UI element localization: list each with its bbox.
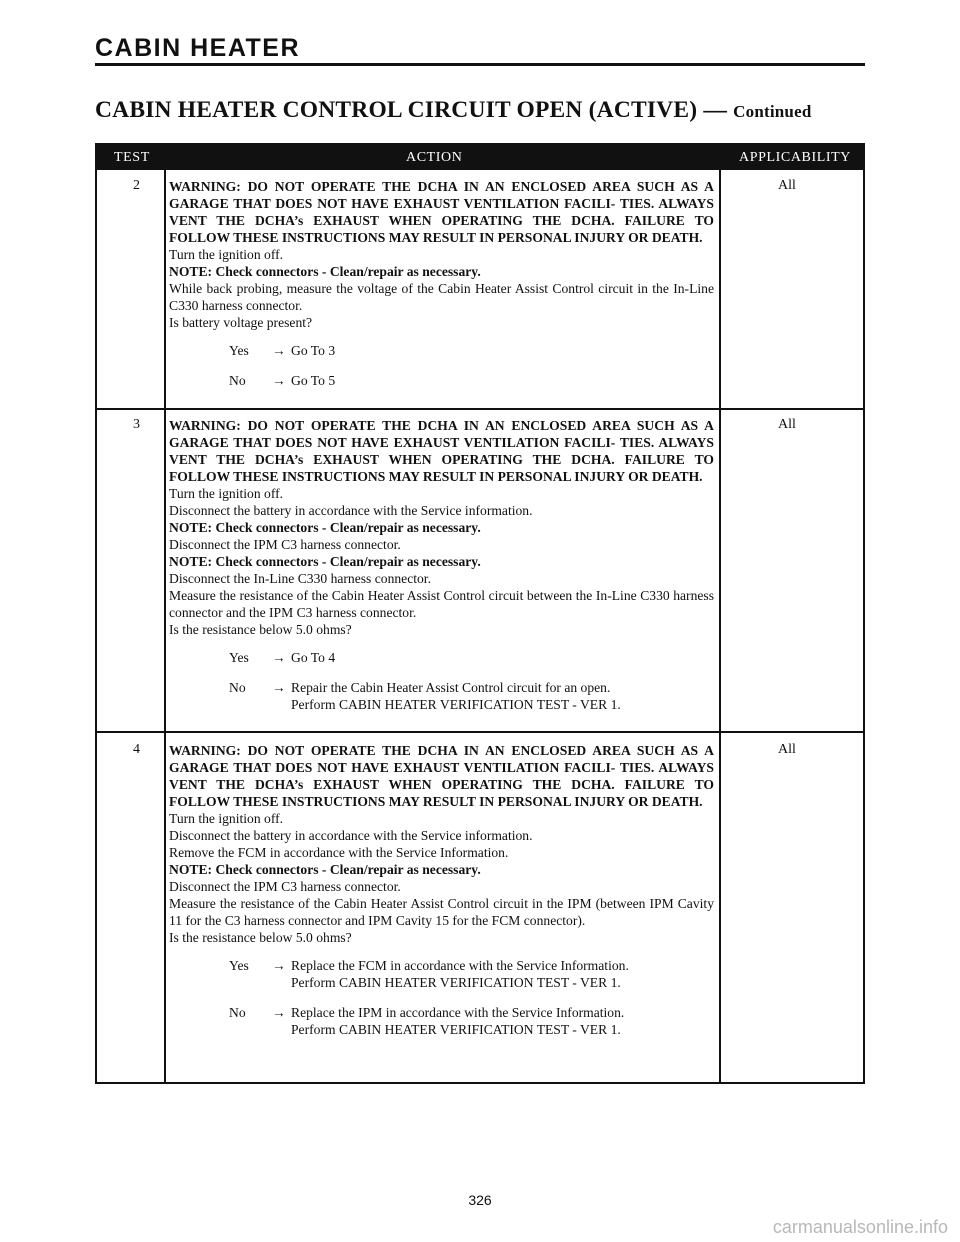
step-text: While back probing, measure the voltage of the Cabin Heater Assist Control circuit in the In-Line C330 harness connector. [169,281,714,313]
answer-result [291,957,711,991]
action-cell [169,178,714,389]
answer-no [169,679,714,713]
section-title: CABIN HEATER [95,34,301,62]
arrow-icon: → [272,373,286,388]
answer-result-line: Perform CABIN HEATER VERIFICATION TEST - VER 1. [291,975,621,990]
applicability: All [778,417,796,432]
table-header [97,145,863,170]
row-divider [97,408,863,410]
answer-label: Yes [229,343,249,358]
action-cell [169,742,714,1038]
arrow-icon: → [272,680,286,695]
answer-result [291,679,711,713]
watermark: carmanualsonline.info [772,1217,948,1237]
question-text: Is the resistance below 5.0 ohms? [169,930,352,945]
answer-result [291,1004,711,1038]
answer-label: Yes [229,958,249,973]
column-header-test: TEST [114,150,150,165]
applicability: All [778,742,796,757]
warning-text: WARNING: DO NOT OPERATE THE DCHA IN AN ENCLOSED AREA SUCH AS A GARAGE THAT DOES NOT HAVE EXHAUST VENTILATION FACILI- TIES. ALWAYS VENT THE DCHA’s EXHAUST WHEN OPERATING THE DCHA. FAILURE TO FOLLOW THESE INSTRUCTIONS MAY RESULT IN PERSONAL INJURY OR DEATH. [169,418,714,484]
continued-label: Continued [733,102,812,121]
step-text: Turn the ignition off. [169,247,284,262]
answer-result: Go To 3 [291,343,336,358]
step-text: Disconnect the IPM C3 harness connector. [169,537,401,552]
answer-no [169,372,714,389]
page-number: 326 [468,1192,492,1208]
arrow-icon: → [272,1005,286,1020]
step-text: Turn the ignition off. [169,811,284,826]
arrow-icon: → [272,650,286,665]
applicability: All [778,178,796,193]
answer-yes [169,649,714,666]
column-divider [719,170,721,1082]
page-title [95,97,811,124]
answer-result-line: Replace the IPM in accordance with the Service Information. [291,1005,625,1020]
note-text: NOTE: Check connectors - Clean/repair as necessary. [169,520,481,535]
step-text: Disconnect the IPM C3 harness connector. [169,879,401,894]
column-header-action: ACTION [406,150,463,165]
step-text: Turn the ignition off. [169,486,284,501]
answer-yes [169,957,714,991]
step-text: Remove the FCM in accordance with the Service Information. [169,845,509,860]
answer-label: No [229,373,246,388]
test-number: 2 [133,178,140,193]
answer-label: Yes [229,650,249,665]
section-rule [95,63,865,66]
warning-text: WARNING: DO NOT OPERATE THE DCHA IN AN ENCLOSED AREA SUCH AS A GARAGE THAT DOES NOT HAVE EXHAUST VENTILATION FACILI- TIES. ALWAYS VENT THE DCHA’s EXHAUST WHEN OPERATING THE DCHA. FAILURE TO FOLLOW THESE INSTRUCTIONS MAY RESULT IN PERSONAL INJURY OR DEATH. [169,743,714,809]
row-divider [97,731,863,733]
arrow-icon: → [272,958,286,973]
answer-no [169,1004,714,1038]
note-text: NOTE: Check connectors - Clean/repair as necessary. [169,862,481,877]
diagnostic-table [95,143,865,1084]
answer-result-line: Replace the FCM in accordance with the Service Information. [291,958,629,973]
answer-label: No [229,680,246,695]
test-number: 3 [133,417,140,432]
step-text: Disconnect the battery in accordance with the Service information. [169,503,533,518]
question-text: Is the resistance below 5.0 ohms? [169,622,352,637]
answer-result-line: Perform CABIN HEATER VERIFICATION TEST - VER 1. [291,697,621,712]
question-text: Is battery voltage present? [169,315,313,330]
test-number: 4 [133,742,140,757]
step-text: Disconnect the battery in accordance with the Service information. [169,828,533,843]
action-cell [169,417,714,713]
warning-text: WARNING: DO NOT OPERATE THE DCHA IN AN ENCLOSED AREA SUCH AS A GARAGE THAT DOES NOT HAVE EXHAUST VENTILATION FACILI- TIES. ALWAYS VENT THE DCHA’s EXHAUST WHEN OPERATING THE DCHA. FAILURE TO FOLLOW THESE INSTRUCTIONS MAY RESULT IN PERSONAL INJURY OR DEATH. [169,179,714,245]
answer-result-line: Perform CABIN HEATER VERIFICATION TEST - VER 1. [291,1022,621,1037]
step-text: Disconnect the In-Line C330 harness connector. [169,571,431,586]
page-title-text: CABIN HEATER CONTROL CIRCUIT OPEN (ACTIVE) — [95,97,728,123]
step-text: Measure the resistance of the Cabin Heater Assist Control circuit in the IPM (between IPM Cavity 11 for the C3 harness connector and IPM Cavity 15 for the FCM connector). [169,896,714,928]
note-text: NOTE: Check connectors - Clean/repair as necessary. [169,264,481,279]
answer-yes [169,342,714,359]
step-text: Measure the resistance of the Cabin Heater Assist Control circuit between the In-Line C330 harness connector and the IPM C3 harness connector. [169,588,714,620]
answer-label: No [229,1005,246,1020]
answer-result-line: Repair the Cabin Heater Assist Control circuit for an open. [291,680,611,695]
answer-result: Go To 4 [291,650,336,665]
answer-result: Go To 5 [291,373,336,388]
arrow-icon: → [272,343,286,358]
column-header-applicability: APPLICABILITY [739,150,852,165]
note-text: NOTE: Check connectors - Clean/repair as necessary. [169,554,481,569]
column-divider [164,170,166,1082]
